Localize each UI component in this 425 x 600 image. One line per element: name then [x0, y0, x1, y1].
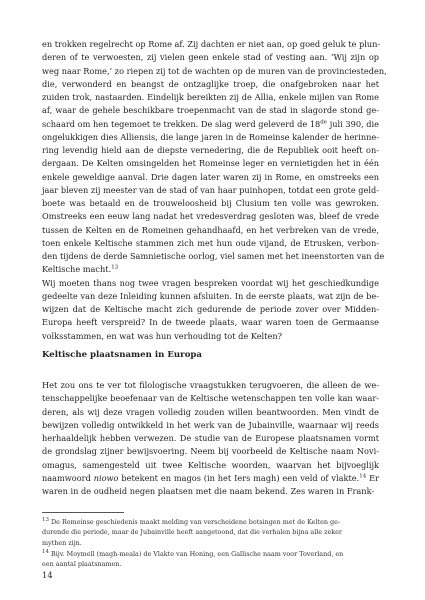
- text-line: bewijzen volledig ontwikkeld in het werk van de Jubainville, waarnaar wij reeds: [42, 419, 379, 430]
- footnote-line: durende die periode, maar de Jubainville heeft aangetoond, dat die verhalen bijna alle zeker: [42, 528, 342, 537]
- text-line: enkele geweldige aanval. Drie dagen later waren zij in Rome, en omstreeks een: [42, 171, 379, 182]
- text-line: Keltische macht.$^{13}$: [42, 264, 119, 275]
- text-line: die, verwonderd en beangst de ontzaglijke troep, die onafgebroken naar het: [42, 78, 379, 89]
- footnote-rule: [42, 512, 124, 513]
- footnote-line: mythen zijn.: [42, 538, 82, 547]
- text-line: tenschappelijke beoefenaar van de Keltische wetenschappen ten volle kan waar-: [42, 393, 379, 404]
- text-line: tussen de Kelten en de Romeinen gehandhaafd, en het verbreken van de vrede,: [42, 224, 379, 235]
- text-line: jaar bleven zij meester van de stad of van haar puinhopen, totdat een grote geld-: [42, 184, 379, 195]
- text-line: Het zou ons te ver tot filologische vraagstukken terugvoeren, die alleen de we-: [42, 380, 379, 390]
- text-line: en trokken regelrecht op Rome af. Zij dachten er niet aan, op goed geluk te plun-: [42, 39, 381, 49]
- italic-word: niowo: [93, 472, 119, 483]
- text-line: waren in de oudheid negen plaatsen met die naam bekend. Zes waren in Frank-: [42, 486, 375, 496]
- footnote-line: een aantal plaatsnamen.: [42, 560, 122, 569]
- text-line: boete was betaald en de trouweloosheid bij Clusium ten volle was gewroken.: [42, 198, 379, 208]
- page-number: 14: [42, 570, 53, 580]
- text-line: ring levendig hield aan de diepste vernedering, die de Republiek ooit heeft on-: [42, 145, 379, 155]
- footnote-ref-14: 14: [359, 473, 367, 480]
- paragraph-questions: [42, 277, 379, 343]
- text-line: schaard om hen tegemoet te trekken. De slag werd geleverd de 18de juli 390, die: [42, 118, 379, 129]
- text-line: deren of te verwoesten, zij vielen geen enkele stad of vesting aan. ‘Wij zijn op: [42, 52, 379, 63]
- footnote-line: $^{14}$ Bijv. Moymell (magh-meala) de Vlakte van Honing, een Gallische naam voor Toverland, en: [42, 548, 344, 558]
- footnote-13: [42, 517, 379, 548]
- text-line: Omstreeks een eeuw lang nadat het vredesverdrag gesloten was, bleef de vrede: [42, 211, 379, 222]
- text-line: weg naar Rome,’ zo riepen zij tot de wachten op de muren van de provinciesteden,: [42, 65, 387, 76]
- section-heading: Keltische plaatsnamen in Europa: [42, 350, 202, 360]
- text-line: volksstammen, en wat was hun verhouding tot de Kelten?: [42, 330, 282, 341]
- text-line: naamwoord niowo betekent en magos (in het Iers magh) een veld of vlakte.$^{14}$ Er: [42, 472, 379, 483]
- text-line: zuiden trok, nastaarden. Eindelijk bereikten zij de Allia, enkele mijlen van Rome: [42, 92, 379, 102]
- text-line: Europa heeft verspreid? In de tweede plaats, waar waren toen de Germaanse: [42, 317, 379, 328]
- text-line: ongelukkigen dies Alliensis, die lange jaren in de Romeinse kalender de herinne-: [42, 131, 379, 142]
- paragraph-placenames: [42, 379, 379, 498]
- text-line: deren, als wij deze vragen volledig zouden willen beantwoorden. Men vindt de: [42, 406, 379, 417]
- text-line: herhaaldelijk hebben verwezen. De studie van de Europese plaatsnamen vormt: [42, 433, 379, 443]
- footnote-number: 14: [42, 548, 49, 555]
- text-line: de grondslag zijner bewijsvoering. Neem bij voorbeeld de Keltische naam Novi-: [42, 446, 379, 457]
- paragraph-history: [42, 38, 387, 277]
- footnote-ref-13: 13: [111, 264, 119, 271]
- footnote-line: $^{13}$ De Romeinse geschiedenis maakt melding van verscheidene botsingen met de Kelten ge-: [42, 516, 341, 526]
- ordinal-superscript: de: [320, 118, 328, 125]
- text-line: omagus, samengesteld uit twee Keltische woorden, waarvan het bijvoeglijk: [42, 459, 379, 470]
- footnote-number: 13: [42, 516, 49, 523]
- text-line: Wij moeten thans nog twee vragen bespreken voordat wij het geschiedkundige: [42, 277, 379, 288]
- page-body: [42, 38, 387, 580]
- text-line: den tijdens de derde Samnietische oorlog, viel samen met het ineenstorten van de: [42, 251, 385, 261]
- text-line: gedeelte van deze Inleiding kunnen afsluiten. In de eerste plaats, wat zijn de be-: [42, 290, 379, 301]
- footnote-14: [42, 549, 379, 570]
- text-line: toen enkele Keltische stammen zich met hun oude vijand, de Etrusken, verbon-: [42, 237, 379, 248]
- text-line: af, waar de gehele beschikbare troepenmacht van de stad in slagorde stond ge-: [42, 105, 379, 116]
- text-line: wijzen dat de Keltische macht zich gedurende de periode zover over Midden-: [42, 304, 379, 314]
- text-line: dergaan. De Kelten omsingelden het Romeinse leger en vernietigden het in één: [42, 158, 379, 169]
